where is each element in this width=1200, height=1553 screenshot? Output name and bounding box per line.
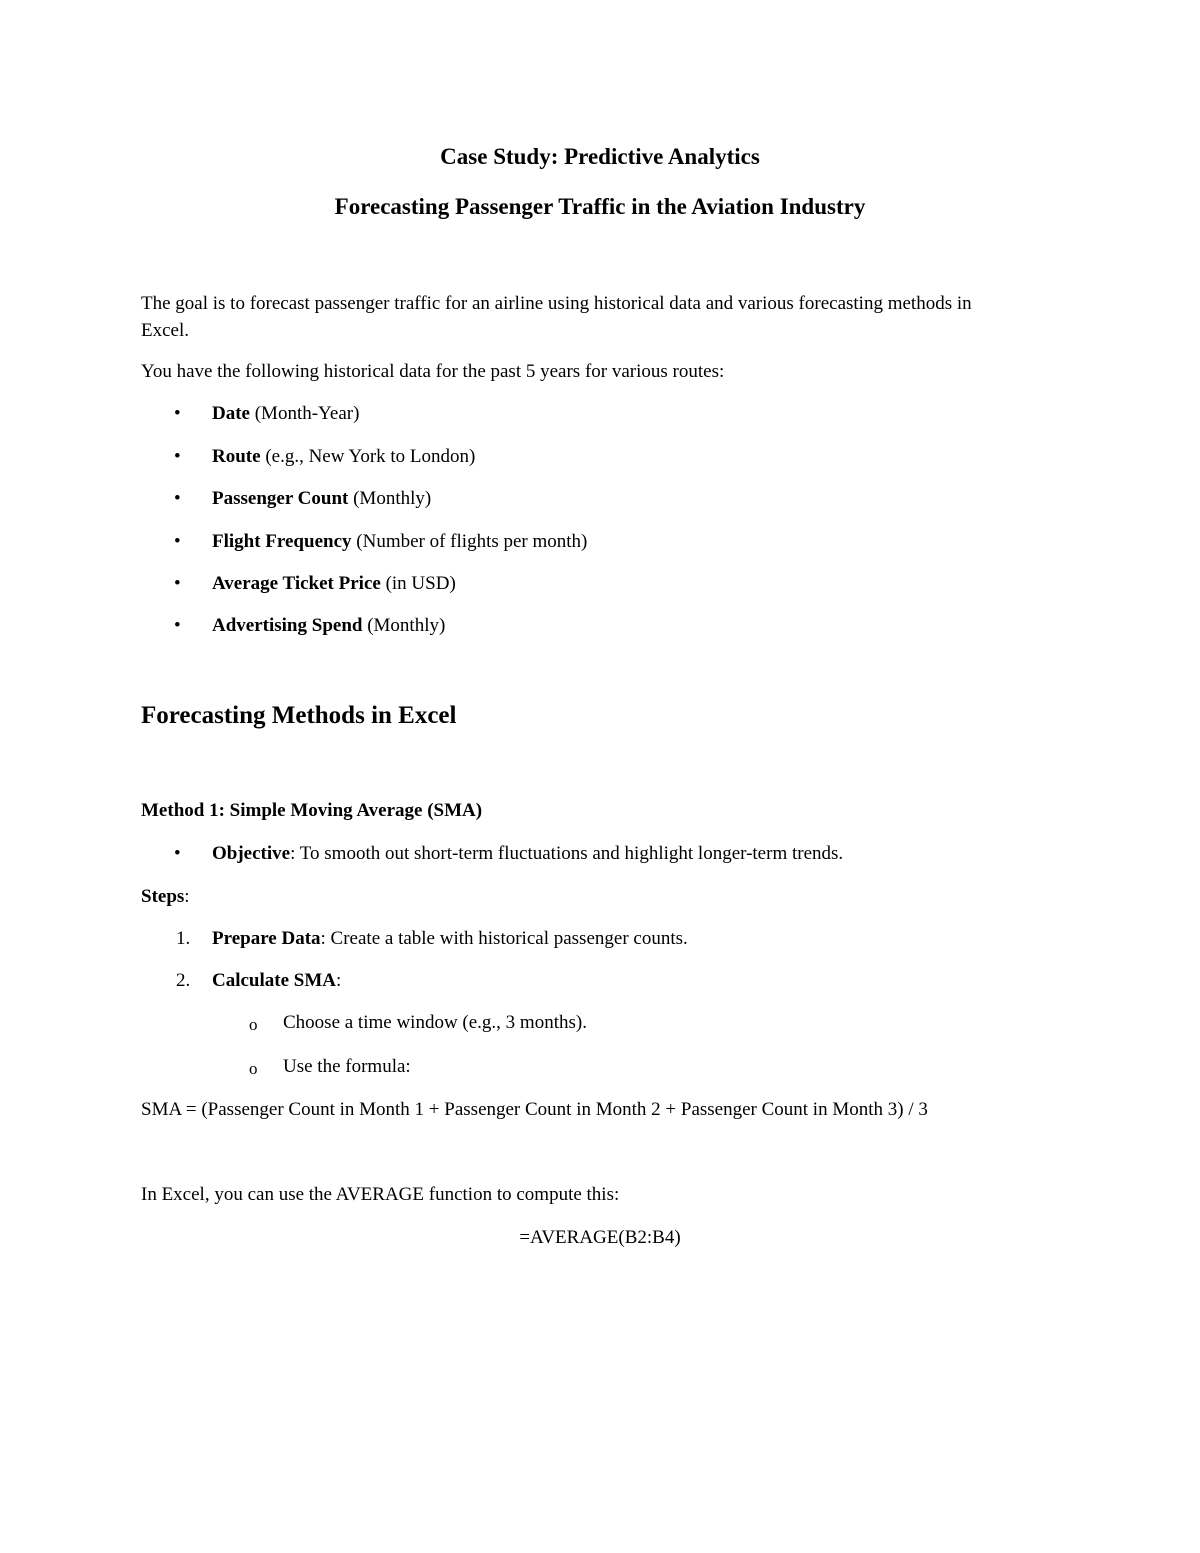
step-item xyxy=(212,928,688,950)
field-name: Advertising Spend xyxy=(212,615,363,636)
field-desc: (Month-Year) xyxy=(249,403,360,424)
bullet-icon: • xyxy=(174,843,181,864)
document-subtitle: Forecasting Passenger Traffic in the Aviation Industry xyxy=(334,194,866,219)
list-item xyxy=(212,446,475,468)
substep-item: Use the formula: xyxy=(283,1056,411,1077)
substep-item: Choose a time window (e.g., 3 months). xyxy=(283,1012,587,1033)
field-name: Passenger Count xyxy=(212,488,349,509)
intro-paragraph: The goal is to forecast passenger traffic for an airline using historical data and various forecasting methods in Excel. xyxy=(141,293,972,341)
excel-formula: =AVERAGE(B2:B4) xyxy=(519,1227,681,1248)
list-item xyxy=(212,615,445,637)
step-number: 1. xyxy=(176,928,191,949)
steps-colon: : xyxy=(184,886,190,907)
step-text: : xyxy=(336,970,342,991)
objective-label: Objective xyxy=(212,843,291,864)
method-heading: Method 1: Simple Moving Average (SMA) xyxy=(141,800,483,821)
field-name: Route xyxy=(212,446,261,467)
step-label: Calculate SMA xyxy=(212,970,337,991)
field-desc: (Monthly) xyxy=(348,488,432,509)
bullet-icon: • xyxy=(174,403,181,424)
bullet-icon: • xyxy=(174,573,181,594)
step-text: : Create a table with historical passenger counts. xyxy=(320,928,688,949)
data-intro-paragraph: You have the following historical data for the past 5 years for various routes: xyxy=(141,361,725,382)
step-label: Prepare Data xyxy=(212,928,321,949)
step-item xyxy=(212,970,341,992)
field-name: Date xyxy=(212,403,250,424)
step-number: 2. xyxy=(176,970,191,991)
field-desc: (in USD) xyxy=(380,573,456,594)
section-heading: Forecasting Methods in Excel xyxy=(141,702,457,729)
document-title: Case Study: Predictive Analytics xyxy=(440,144,760,169)
sub-bullet-icon: o xyxy=(249,1015,258,1034)
list-item xyxy=(212,573,456,595)
bullet-icon: • xyxy=(174,531,181,552)
steps-label xyxy=(141,886,190,908)
objective-text: : To smooth out short-term fluctuations and highlight longer-term trends. xyxy=(290,843,844,864)
steps-label-text: Steps xyxy=(141,886,185,907)
list-item xyxy=(212,488,431,510)
list-item xyxy=(212,531,587,553)
field-desc: (Number of flights per month) xyxy=(351,531,588,552)
bullet-icon: • xyxy=(174,488,181,509)
objective-item xyxy=(212,843,843,865)
field-desc: (e.g., New York to London) xyxy=(260,446,476,467)
field-name: Average Ticket Price xyxy=(212,573,381,594)
sma-formula: SMA = (Passenger Count in Month 1 + Passenger Count in Month 2 + Passenger Count in Month 3) / 3 xyxy=(141,1099,928,1120)
sub-bullet-icon: o xyxy=(249,1059,258,1078)
list-item xyxy=(212,403,359,425)
excel-note: In Excel, you can use the AVERAGE function to compute this: xyxy=(141,1184,620,1205)
field-name: Flight Frequency xyxy=(212,531,352,552)
bullet-icon: • xyxy=(174,446,181,467)
field-desc: (Monthly) xyxy=(362,615,446,636)
bullet-icon: • xyxy=(174,615,181,636)
